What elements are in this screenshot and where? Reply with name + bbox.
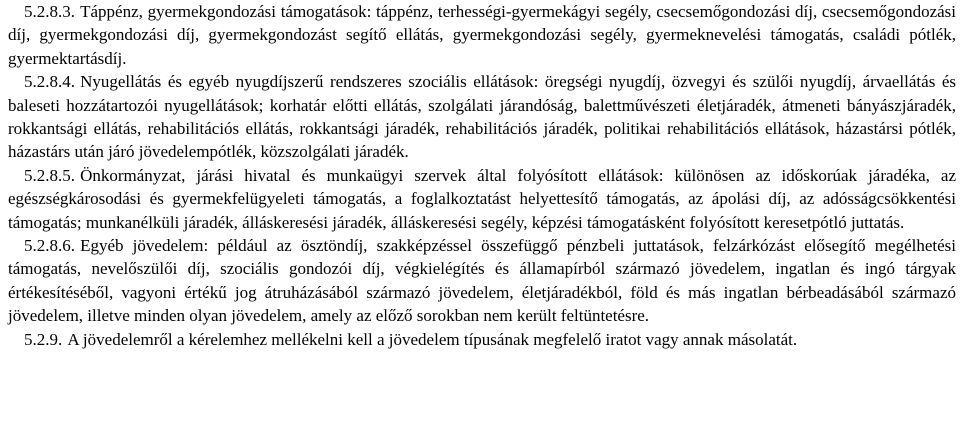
paragraph-5-2-9 bbox=[8, 328, 956, 351]
paragraph-number: 5.2.8.6. bbox=[24, 236, 75, 256]
paragraph-5-2-8-5 bbox=[8, 164, 956, 234]
paragraph-text: A jövedelemről a kérelemhez mellékelni kell a jövedelem típusának megfelelő iratot vagy annak másolatát. bbox=[67, 329, 798, 349]
paragraph-5-2-8-6 bbox=[8, 234, 956, 328]
paragraph-5-2-8-4 bbox=[8, 70, 956, 164]
paragraph-number: 5.2.8.3. bbox=[24, 2, 75, 21]
paragraph-number: 5.2.8.5. bbox=[24, 165, 75, 185]
document-body bbox=[8, 0, 956, 351]
paragraph-text: Táppénz, gyermekgondozási támogatások: táppénz, terhességi-gyermekágyi segély, csecsemőgondozási díj, csecsemőgondozási díj, gyermekgondozási díj, gyermekgondozást segítő ellátás, gyermekgondozási segély, gyermeknevelési támogatás, családi pótlék, gyermektartásdíj. bbox=[8, 2, 956, 68]
paragraph-number: 5.2.9. bbox=[24, 329, 63, 349]
paragraph-text: Egyéb jövedelem: például az ösztöndíj, szakképzéssel összefüggő pénzbeli juttatások, felzárkózást elősegítő megélhetési támogatás, nevelőszülői díj, szociális gondozói díj, végkielégítés és államapírból származó jövedelem, ingatlan és ingó tárgyak értékesítéséből, vagyoni értékű jog átruházásából származó jövedelem, életjáradékból, föld és más ingatlan bérbeadásából származó jövedelem, illetve minden olyan jövedelem, amely az előző sorokban nem került feltüntetésre. bbox=[8, 236, 956, 326]
paragraph-text: Önkormányzat, járási hivatal és munkaügyi szervek által folyósított ellátások: különösen az időskorúak járadéka, az egészségkárosodási és gyermekfelügyeleti támogatás, a foglalkoztatást helyettesítő támogatás, az ápolási díj, az adósságcsökkentési támogatás; munkanélküli járadék, álláskeresési járadék, álláskeresési segély, képzési támogatásként folyósított keresetpótló juttatás. bbox=[8, 165, 956, 232]
paragraph-number: 5.2.8.4. bbox=[24, 72, 75, 92]
paragraph-5-2-8-3 bbox=[8, 0, 956, 70]
paragraph-text: Nyugellátás és egyéb nyugdíjszerű rendszeres szociális ellátások: öregségi nyugdíj, özvegyi és szülői nyugdíj, árvaellátás és baleseti hozzátartozói nyugellátások; korhatár előtti ellátás, szolgálati járandóság, balettművészeti életjáradék, átmeneti bányászjáradék, rokkantsági ellátás, rehabilitációs ellátás, rokkantsági járadék, rehabilitációs járadék, politikai rehabilitációs ellátások, házastársi pótlék, házastárs után járó jövedelempótlék, közszolgálati járadék. bbox=[8, 72, 956, 162]
